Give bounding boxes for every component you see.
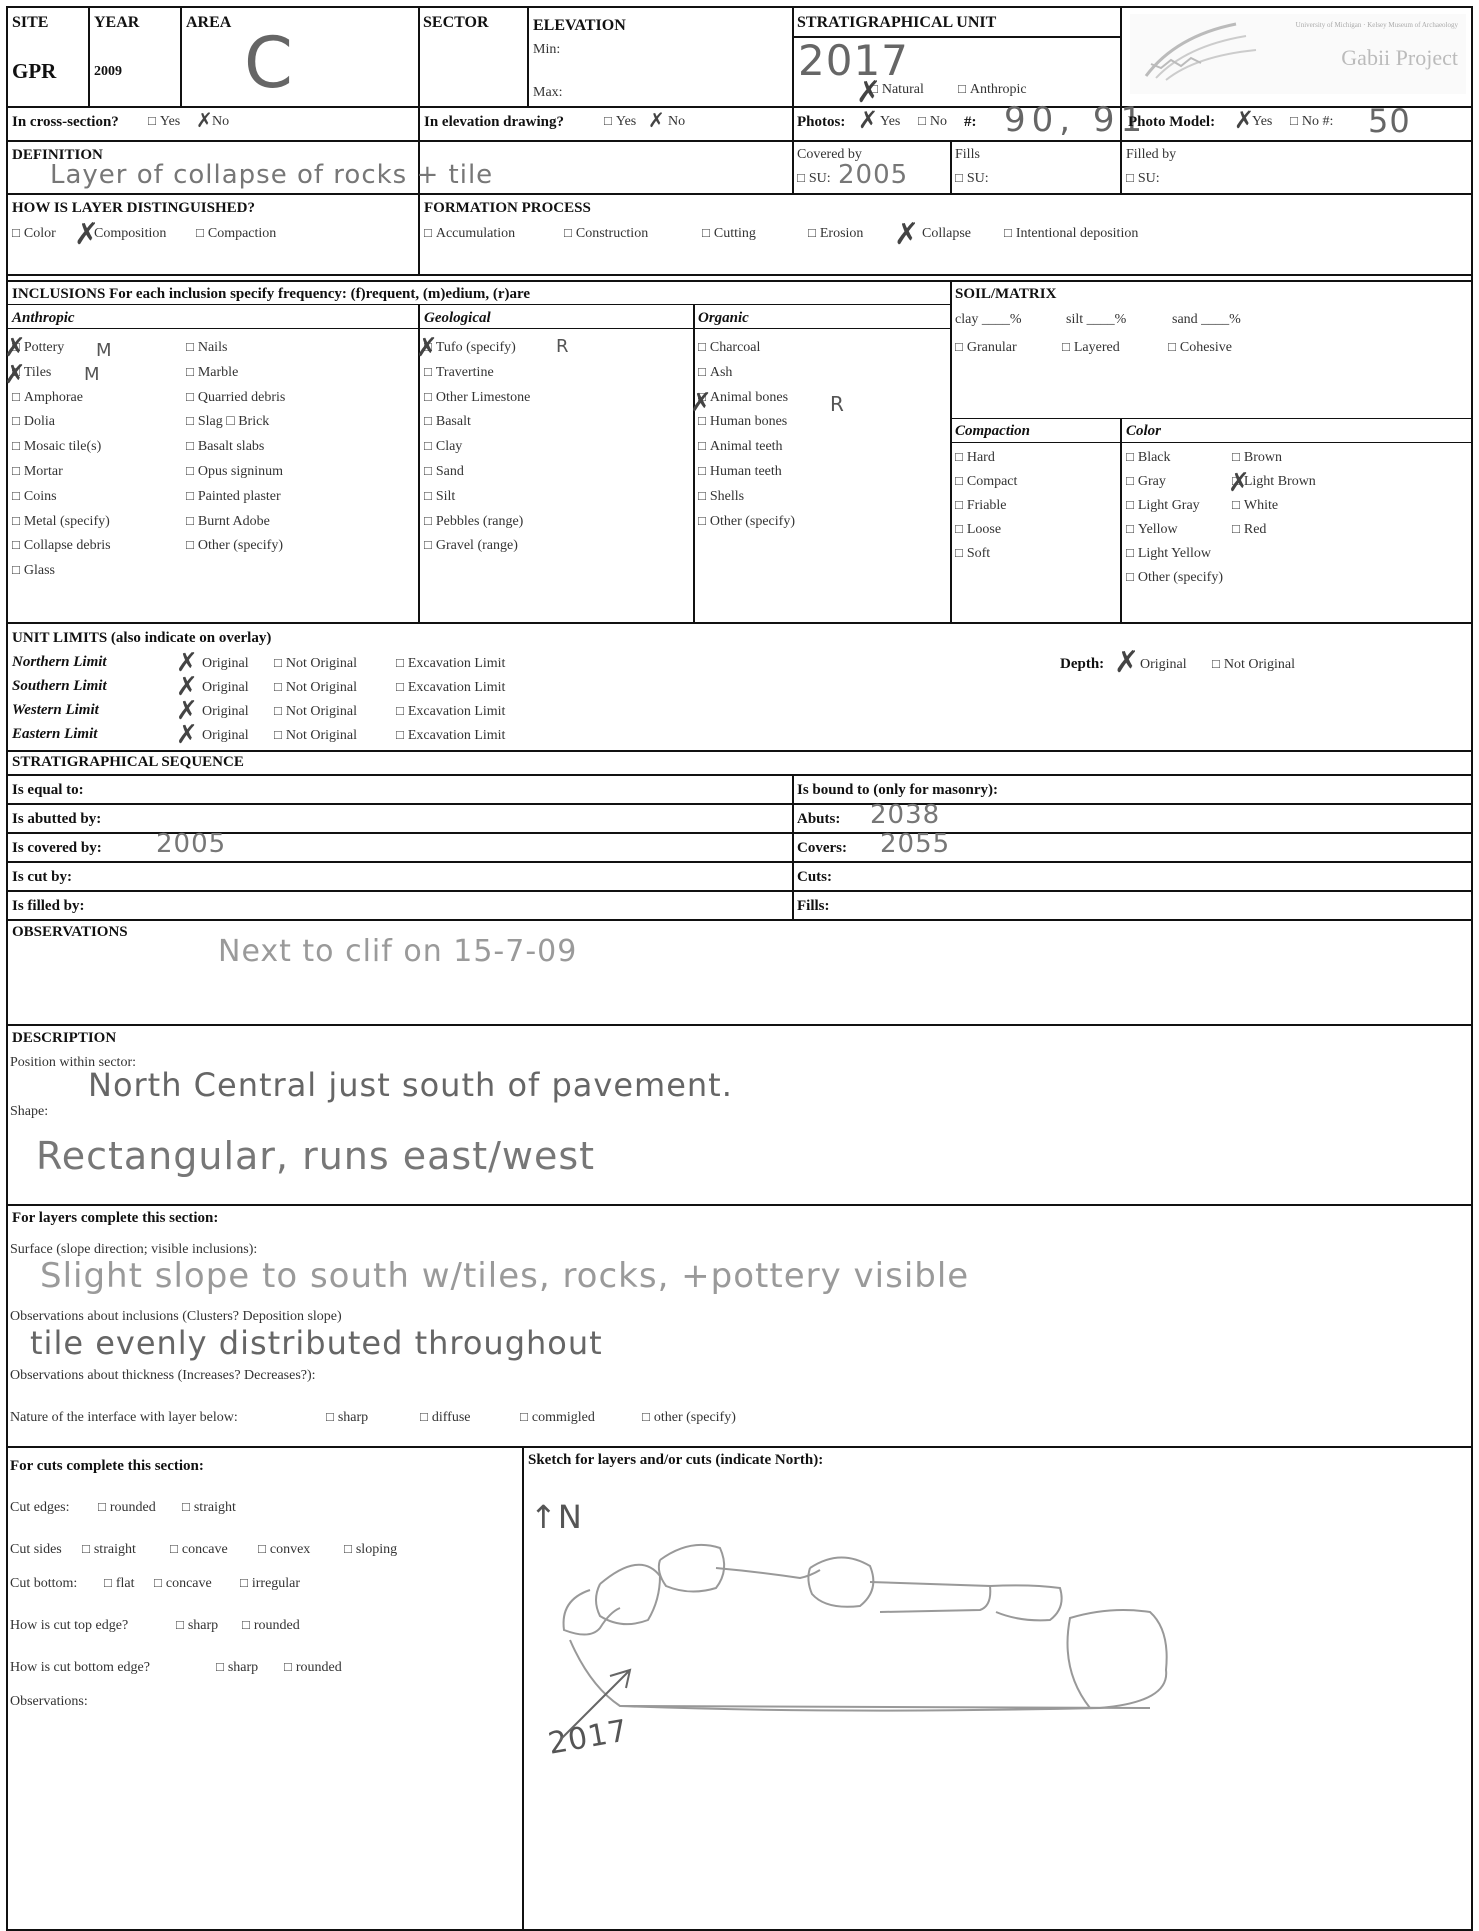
limit-not-original[interactable]: □ Not Original xyxy=(274,728,357,743)
check-mark: ✗ xyxy=(1228,468,1250,498)
anthropic-option[interactable]: □ Opus signinum xyxy=(186,464,283,479)
cut-bottom-edge-option[interactable]: □ rounded xyxy=(284,1660,342,1675)
fills-seq-label: Fills: xyxy=(797,898,830,914)
covered-by-value: 2005 xyxy=(838,160,909,190)
divider xyxy=(6,1024,1473,1026)
soil-granular[interactable]: □ Granular xyxy=(955,340,1017,355)
divider xyxy=(6,861,1473,863)
divider xyxy=(527,6,529,106)
organic-option[interactable]: □ Human teeth xyxy=(698,464,782,479)
bound-to-label: Is bound to (only for masonry): xyxy=(797,782,998,798)
definition-label: DEFINITION xyxy=(12,147,103,163)
surface-label: Surface (slope direction; visible inclusions): xyxy=(10,1242,258,1257)
fills-su[interactable]: □ SU: xyxy=(955,171,989,186)
formation-collapse[interactable]: Collapse xyxy=(922,226,971,241)
check-mark: ✗ xyxy=(894,217,920,252)
organic-option[interactable]: □ Human bones xyxy=(698,414,787,429)
covers-value: 2055 xyxy=(880,829,951,859)
elevation-drawing-label: In elevation drawing? xyxy=(424,114,565,130)
color-option[interactable]: □ White xyxy=(1232,498,1278,513)
check-mark: ✗ xyxy=(1114,645,1140,680)
soil-layered[interactable]: □ Layered xyxy=(1062,340,1120,355)
depth-label: Depth: xyxy=(1060,656,1105,672)
organic-option[interactable]: □ Charcoal xyxy=(698,340,760,355)
pottery-frequency: M xyxy=(96,340,113,361)
anthropic-option[interactable]: □ Pottery xyxy=(12,340,64,355)
geological-option[interactable]: □ Pebbles (range) xyxy=(424,514,523,529)
divider xyxy=(6,304,950,305)
geological-option[interactable]: □ Travertine xyxy=(424,365,494,380)
divider xyxy=(6,803,1473,805)
color-option[interactable]: □ Red xyxy=(1232,522,1266,537)
area-value: C xyxy=(244,22,294,104)
distinguished-composition[interactable]: Composition xyxy=(94,226,167,241)
photos-yes[interactable]: Yes xyxy=(880,114,901,129)
anthropic-option[interactable]: □ Quarried debris xyxy=(186,390,285,405)
limit-excavation[interactable]: □ Excavation Limit xyxy=(396,728,505,743)
logo-small-text: University of Michigan · Kelsey Museum of Archaeology xyxy=(1295,21,1458,29)
anthropic-option[interactable]: □ Coins xyxy=(12,489,57,504)
divider xyxy=(950,418,1473,419)
divider xyxy=(418,193,420,274)
divider xyxy=(522,1446,524,1931)
logo-text: Gabii Project xyxy=(1341,45,1458,70)
limit-original[interactable]: Original xyxy=(202,656,249,671)
limit-row-label: Southern Limit xyxy=(12,678,107,694)
covered-by-seq-label: Is covered by: xyxy=(12,840,102,856)
organic-option[interactable]: □ Animal bones xyxy=(698,390,788,405)
color-option[interactable]: □ Brown xyxy=(1232,450,1282,465)
anthropic-option[interactable]: □ Painted plaster xyxy=(186,489,281,504)
photo-model-label: Photo Model: xyxy=(1128,114,1216,130)
organic-option[interactable]: □ Ash xyxy=(698,365,732,380)
divider xyxy=(950,442,1473,443)
formation-accumulation[interactable]: □ Accumulation xyxy=(424,226,515,241)
abutted-by-label: Is abutted by: xyxy=(12,811,102,827)
photos-label: Photos: xyxy=(797,114,846,130)
north-arrow-label: ↑N xyxy=(530,1498,583,1536)
cut-edges-straight[interactable]: □ straight xyxy=(182,1500,236,1515)
compaction-option[interactable]: □ Loose xyxy=(955,522,1001,537)
anthropic-option[interactable]: □ Other (specify) xyxy=(186,538,283,553)
anthropic-option[interactable]: □ Glass xyxy=(12,563,55,578)
elevation-label: ELEVATION xyxy=(533,17,626,34)
interface-option[interactable]: □ commigled xyxy=(520,1410,595,1425)
interface-option[interactable]: □ diffuse xyxy=(420,1410,470,1425)
soil-clay: clay ____% xyxy=(955,312,1022,327)
anthropic-option[interactable]: □ Metal (specify) xyxy=(12,514,110,529)
fills-label: Fills xyxy=(955,147,980,162)
color-option[interactable]: □ Yellow xyxy=(1126,522,1178,537)
divider xyxy=(6,1446,1473,1448)
geological-option[interactable]: □ Silt xyxy=(424,489,455,504)
natural-option[interactable]: □ Natural xyxy=(870,82,924,97)
divider xyxy=(6,328,950,329)
check-mark: ✗ xyxy=(176,720,198,750)
cut-sides-label: Cut sides xyxy=(10,1542,62,1557)
cut-edges-rounded[interactable]: □ rounded xyxy=(98,1500,156,1515)
formation-intentional[interactable]: □ Intentional deposition xyxy=(1004,226,1138,241)
interface-option[interactable]: □ other (specify) xyxy=(642,1410,736,1425)
check-mark: ✗ xyxy=(4,360,26,390)
distinguished-color[interactable]: □ Color xyxy=(12,226,56,241)
anthropic-option[interactable]: □ Nails xyxy=(186,340,227,355)
divider xyxy=(950,140,952,193)
depth-not-original[interactable]: □ Not Original xyxy=(1212,657,1295,672)
year-label: YEAR xyxy=(94,14,140,31)
formation-construction[interactable]: □ Construction xyxy=(564,226,648,241)
interface-label: Nature of the interface with layer below: xyxy=(10,1410,238,1425)
limits-label: UNIT LIMITS (also indicate on overlay) xyxy=(12,630,272,646)
definition-value: Layer of collapse of rocks + tile xyxy=(50,160,494,190)
anthropic-option[interactable]: □ Collapse debris xyxy=(12,538,111,553)
tufo-frequency: R xyxy=(556,336,570,357)
cut-top-edge-label: How is cut top edge? xyxy=(10,1618,129,1633)
thickness-label: Observations about thickness (Increases? Decreases?): xyxy=(10,1368,316,1383)
gabii-logo xyxy=(1130,14,1466,94)
color-heading: Color xyxy=(1126,423,1162,439)
organic-option[interactable]: □ Animal teeth xyxy=(698,439,783,454)
anthropic-option[interactable]: □ Slag □ Brick xyxy=(186,414,269,429)
abuts-label: Abuts: xyxy=(797,811,841,827)
anthropic-option[interactable]: □ Mortar xyxy=(12,464,63,479)
covered-by-su[interactable]: □ SU: xyxy=(797,171,831,186)
inclusions-obs-label: Observations about inclusions (Clusters? Deposition slope) xyxy=(10,1309,342,1324)
check-mark: ✗ xyxy=(1234,106,1255,134)
geological-option[interactable]: □ Other Limestone xyxy=(424,390,530,405)
cut-top-edge-option[interactable]: □ sharp xyxy=(176,1618,218,1633)
cut-bottom-option[interactable]: □ irregular xyxy=(240,1576,300,1591)
check-mark: ✗ xyxy=(416,333,438,363)
surface-value: Slight slope to south w/tiles, rocks, +pottery visible xyxy=(40,1256,970,1296)
limit-not-original[interactable]: □ Not Original xyxy=(274,680,357,695)
divider xyxy=(950,280,952,622)
divider xyxy=(88,6,90,106)
observations-value: Next to clif on 15-7-09 xyxy=(218,934,578,969)
anthropic-option[interactable]: □ Burnt Adobe xyxy=(186,514,270,529)
inclusions-obs-value: tile evenly distributed throughout xyxy=(30,1324,603,1362)
divider xyxy=(6,750,1473,752)
distinguished-compaction[interactable]: □ Compaction xyxy=(196,226,276,241)
divider xyxy=(1120,418,1122,622)
formation-label: FORMATION PROCESS xyxy=(424,200,591,216)
photo-numbers: 90, 91 xyxy=(1004,100,1149,140)
cut-sides-option[interactable]: □ straight xyxy=(82,1542,136,1557)
photo-model-number: 50 xyxy=(1368,102,1411,140)
inclusions-label: INCLUSIONS For each inclusion specify frequency: (f)requent, (m)edium, (r)are xyxy=(12,286,531,302)
soil-silt: silt ____% xyxy=(1066,312,1127,327)
compaction-option[interactable]: □ Soft xyxy=(955,546,990,561)
organic-option[interactable]: □ Other (specify) xyxy=(698,514,795,529)
check-mark: ✗ xyxy=(4,333,26,363)
shape-label: Shape: xyxy=(10,1104,49,1119)
equal-to-label: Is equal to: xyxy=(12,782,84,798)
compaction-option[interactable]: □ Compact xyxy=(955,474,1017,489)
interface-option[interactable]: □ sharp xyxy=(326,1410,368,1425)
divider xyxy=(6,1204,1473,1206)
cuts-section-label: For cuts complete this section: xyxy=(10,1458,204,1474)
color-option[interactable]: □ Other (specify) xyxy=(1126,570,1223,585)
organic-heading: Organic xyxy=(698,310,749,326)
soil-sand: sand ____% xyxy=(1172,312,1241,327)
limit-row-label: Northern Limit xyxy=(12,654,107,670)
limit-excavation[interactable]: □ Excavation Limit xyxy=(396,656,505,671)
color-option[interactable]: □ Gray xyxy=(1126,474,1166,489)
check-mark: ✗ xyxy=(176,696,198,726)
cross-section-no[interactable]: No xyxy=(212,114,230,129)
cut-sides-option[interactable]: □ concave xyxy=(170,1542,228,1557)
formation-erosion[interactable]: □ Erosion xyxy=(808,226,863,241)
cut-bottom-option[interactable]: □ flat xyxy=(104,1576,135,1591)
cut-edges-label: Cut edges: xyxy=(10,1500,70,1515)
filled-by-seq-label: Is filled by: xyxy=(12,898,85,914)
anthropic-option[interactable]: □ Dolia xyxy=(12,414,55,429)
color-option[interactable]: □ Light Yellow xyxy=(1126,546,1211,561)
position-label: Position within sector: xyxy=(10,1055,136,1070)
cut-bottom-option[interactable]: □ concave xyxy=(154,1576,212,1591)
cut-bottom-edge-label: How is cut bottom edge? xyxy=(10,1660,150,1675)
divider xyxy=(6,280,1473,282)
limit-original[interactable]: Original xyxy=(202,680,249,695)
elevation-max: Max: xyxy=(533,85,563,100)
su-label: STRATIGRAPHICAL UNIT xyxy=(797,14,997,31)
limit-row-label: Eastern Limit xyxy=(12,726,98,742)
cut-sides-option[interactable]: □ convex xyxy=(258,1542,310,1557)
compaction-option[interactable]: □ Friable xyxy=(955,498,1007,513)
shape-value: Rectangular, runs east/west xyxy=(36,1134,596,1178)
sequence-label: STRATIGRAPHICAL SEQUENCE xyxy=(12,754,244,770)
logo-mark-icon xyxy=(1136,16,1266,88)
check-mark: ✗ xyxy=(74,217,100,252)
geological-option[interactable]: □ Clay xyxy=(424,439,462,454)
formation-cutting[interactable]: □ Cutting xyxy=(702,226,756,241)
abuts-value: 2038 xyxy=(870,800,941,830)
sketch-label: Sketch for layers and/or cuts (indicate North): xyxy=(528,1452,824,1468)
divider xyxy=(6,193,1473,195)
compaction-option[interactable]: □ Hard xyxy=(955,450,995,465)
elevation-no[interactable]: No xyxy=(668,114,686,129)
cross-section-label: In cross-section? xyxy=(12,114,119,130)
distinguished-label: HOW IS LAYER DISTINGUISHED? xyxy=(12,200,255,216)
anthropic-option[interactable]: □ Marble xyxy=(186,365,238,380)
elevation-yes[interactable]: □ Yes xyxy=(604,114,636,129)
elevation-min: Min: xyxy=(533,42,561,57)
limit-not-original[interactable]: □ Not Original xyxy=(274,704,357,719)
su-value: 2017 xyxy=(798,36,909,85)
divider xyxy=(6,622,1473,624)
check-mark: ✗ xyxy=(176,648,198,678)
limit-not-original[interactable]: □ Not Original xyxy=(274,656,357,671)
cut-bottom-label: Cut bottom: xyxy=(10,1576,78,1591)
organic-option[interactable]: □ Shells xyxy=(698,489,744,504)
position-value: North Central just south of pavement. xyxy=(88,1066,733,1104)
limit-row-label: Western Limit xyxy=(12,702,99,718)
sketch-drawing xyxy=(530,1490,1310,1750)
limit-excavation[interactable]: □ Excavation Limit xyxy=(396,680,505,695)
divider xyxy=(6,140,1473,142)
limit-original[interactable]: Original xyxy=(202,728,249,743)
cut-top-edge-option[interactable]: □ rounded xyxy=(242,1618,300,1633)
covered-by-label: Covered by xyxy=(797,147,862,162)
check-mark: ✗ xyxy=(196,108,213,132)
site-value: GPR xyxy=(12,59,57,83)
cut-observations-label: Observations: xyxy=(10,1694,88,1709)
geological-option[interactable]: □ Basalt xyxy=(424,414,471,429)
depth-original[interactable]: Original xyxy=(1140,657,1187,672)
color-option[interactable]: □ Light Brown xyxy=(1232,474,1316,489)
anthropic-option[interactable]: □ Tiles xyxy=(12,365,51,380)
cut-sides-option[interactable]: □ sloping xyxy=(344,1542,397,1557)
cut-by-label: Is cut by: xyxy=(12,869,73,885)
tiles-frequency: M xyxy=(84,364,101,385)
layers-label: For layers complete this section: xyxy=(12,1210,219,1226)
geological-option[interactable]: □ Gravel (range) xyxy=(424,538,518,553)
geological-heading: Geological xyxy=(424,310,491,326)
divider xyxy=(693,304,695,622)
description-label: DESCRIPTION xyxy=(12,1030,117,1046)
bones-frequency: R xyxy=(830,392,845,416)
cross-section-yes[interactable]: □ Yes xyxy=(148,114,180,129)
covers-label: Covers: xyxy=(797,840,847,856)
check-mark: ✗ xyxy=(690,388,712,418)
anthropic-heading: Anthropic xyxy=(12,310,75,326)
filled-by-su[interactable]: □ SU: xyxy=(1126,171,1160,186)
check-mark: ✗ xyxy=(858,106,879,134)
divider xyxy=(6,274,1473,276)
color-option[interactable]: □ Light Gray xyxy=(1126,498,1200,513)
sketch-su-tag: 2017 xyxy=(545,1713,631,1762)
cut-bottom-edge-option[interactable]: □ sharp xyxy=(216,1660,258,1675)
cuts-label: Cuts: xyxy=(797,869,833,885)
check-mark: ✗ xyxy=(176,672,198,702)
check-mark: ✗ xyxy=(856,75,882,110)
anthropic-option[interactable]: □ Basalt slabs xyxy=(186,439,264,454)
limit-excavation[interactable]: □ Excavation Limit xyxy=(396,704,505,719)
soil-label: SOIL/MATRIX xyxy=(955,286,1057,302)
divider xyxy=(6,890,1473,892)
divider xyxy=(6,919,1473,921)
limit-original[interactable]: Original xyxy=(202,704,249,719)
divider xyxy=(792,774,794,919)
photo-model-yes[interactable]: Yes xyxy=(1252,114,1273,129)
check-mark: ✗ xyxy=(648,108,665,132)
sector-label: SECTOR xyxy=(423,14,489,31)
geological-option[interactable]: □ Sand xyxy=(424,464,464,479)
photo-model-no[interactable]: □ No #: xyxy=(1290,114,1333,129)
soil-cohesive[interactable]: □ Cohesive xyxy=(1168,340,1232,355)
divider xyxy=(6,774,1473,776)
compaction-heading: Compaction xyxy=(955,423,1031,439)
anthropic-option[interactable]: □ Mosaic tile(s) xyxy=(12,439,101,454)
site-label: SITE xyxy=(12,14,49,31)
photo-num-label: #: xyxy=(964,114,977,130)
photos-no[interactable]: □ No xyxy=(918,114,947,129)
anthropic-option[interactable]: □ Amphorae xyxy=(12,390,83,405)
divider xyxy=(180,6,182,106)
observations-label: OBSERVATIONS xyxy=(12,924,128,940)
year-value: 2009 xyxy=(94,64,122,79)
anthropic-option[interactable]: □ Anthropic xyxy=(958,82,1027,97)
filled-by-label: Filled by xyxy=(1126,147,1177,162)
geological-option[interactable]: □ Tufo (specify) xyxy=(424,340,516,355)
covered-by-seq-value: 2005 xyxy=(156,829,227,859)
color-option[interactable]: □ Black xyxy=(1126,450,1171,465)
area-label: AREA xyxy=(186,14,232,31)
divider xyxy=(792,6,794,193)
